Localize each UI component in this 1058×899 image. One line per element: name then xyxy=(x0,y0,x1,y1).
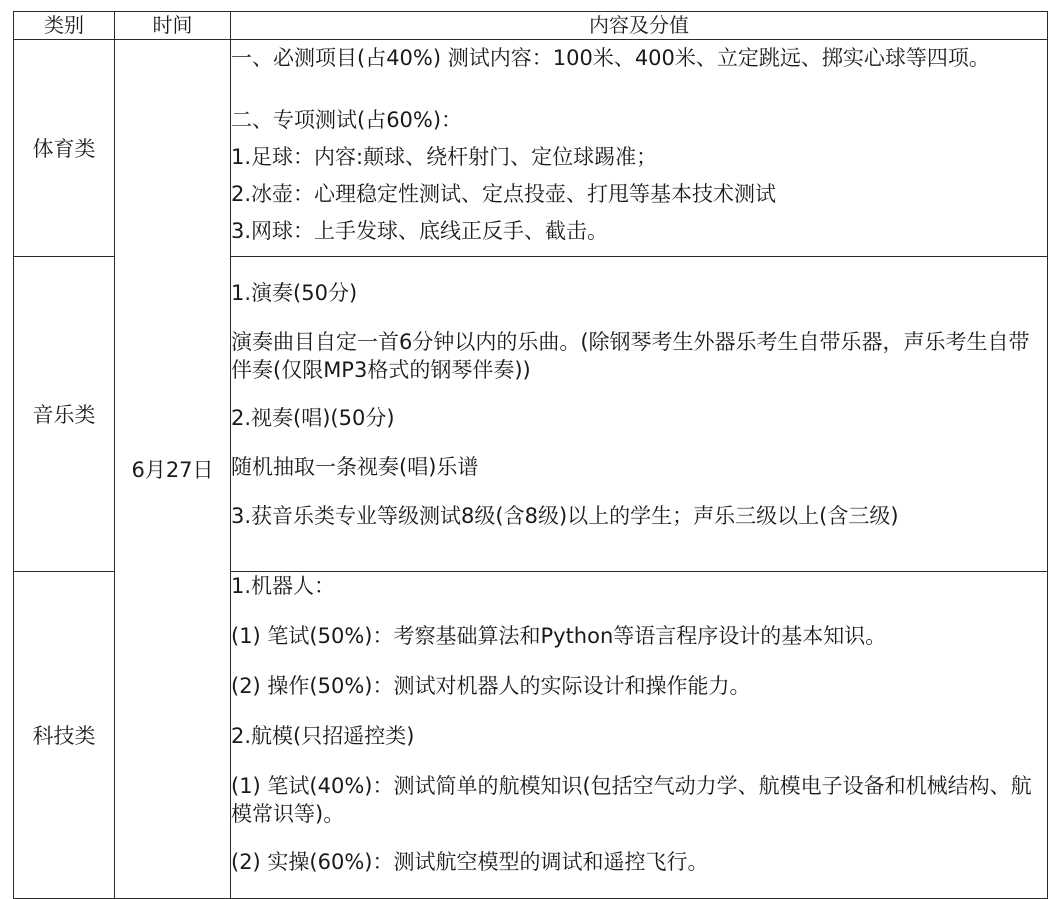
content-line: (2) 操作(50%)：测试对机器人的实际设计和操作能力。 xyxy=(231,674,751,698)
content-line: 2.航模(只招遥控类) xyxy=(231,724,415,748)
time-cell: 6月27日 xyxy=(115,40,231,899)
content-line: 2.视奏(唱)(50分) xyxy=(231,405,395,430)
category-cell: 体育类 xyxy=(14,40,115,257)
content-line: 3.网球：上手发球、底线正反手、截击。 xyxy=(231,219,609,243)
category-cell: 音乐类 xyxy=(14,257,115,572)
content-line: 一、必测项目(占40%) 测试内容：100米、400米、立定跳远、掷实心球等四项。 xyxy=(231,46,990,70)
table-row xyxy=(14,40,1048,257)
content-line: 演奏曲目自定一首6分钟以内的乐曲。(除钢琴考生外器乐考生自带乐器，声乐考生自带伴奏(仅限MP3格式的钢琴伴奏)) xyxy=(231,329,1030,382)
content-line: (2) 实操(60%)：测试航空模型的调试和遥控飞行。 xyxy=(231,850,709,874)
category-cell: 科技类 xyxy=(14,572,115,899)
content-cell xyxy=(231,257,1048,572)
header-time: 时间 xyxy=(115,12,231,40)
content-cell xyxy=(231,572,1048,899)
exam-content-table xyxy=(13,11,1048,899)
content-line: (1) 笔试(40%)：测试简单的航模知识(包括空气动力学、航模电子设备和机械结构、航模常识等)。 xyxy=(231,774,1032,826)
content-line: 1.机器人： xyxy=(231,574,336,598)
content-line: 2.冰壶：心理稳定性测试、定点投壶、打甩等基本技术测试 xyxy=(231,182,777,206)
content-line: 1.演奏(50分) xyxy=(231,280,358,305)
content-line: 1.足球：内容:颠球、绕杆射门、定位球踢准； xyxy=(231,145,658,169)
content-line: (1) 笔试(50%)：考察基础算法和Python等语言程序设计的基本知识。 xyxy=(231,624,887,648)
content-line: 二、专项测试(占60%)： xyxy=(231,108,463,132)
header-content: 内容及分值 xyxy=(231,12,1048,40)
content-line: 3.获音乐类专业等级测试8级(含8级)以上的学生；声乐三级以上(含三级) xyxy=(231,503,899,528)
content-line: 随机抽取一条视奏(唱)乐谱 xyxy=(231,454,479,479)
content-cell xyxy=(231,40,1048,257)
table-header-row xyxy=(14,12,1048,40)
header-category: 类别 xyxy=(14,12,115,40)
